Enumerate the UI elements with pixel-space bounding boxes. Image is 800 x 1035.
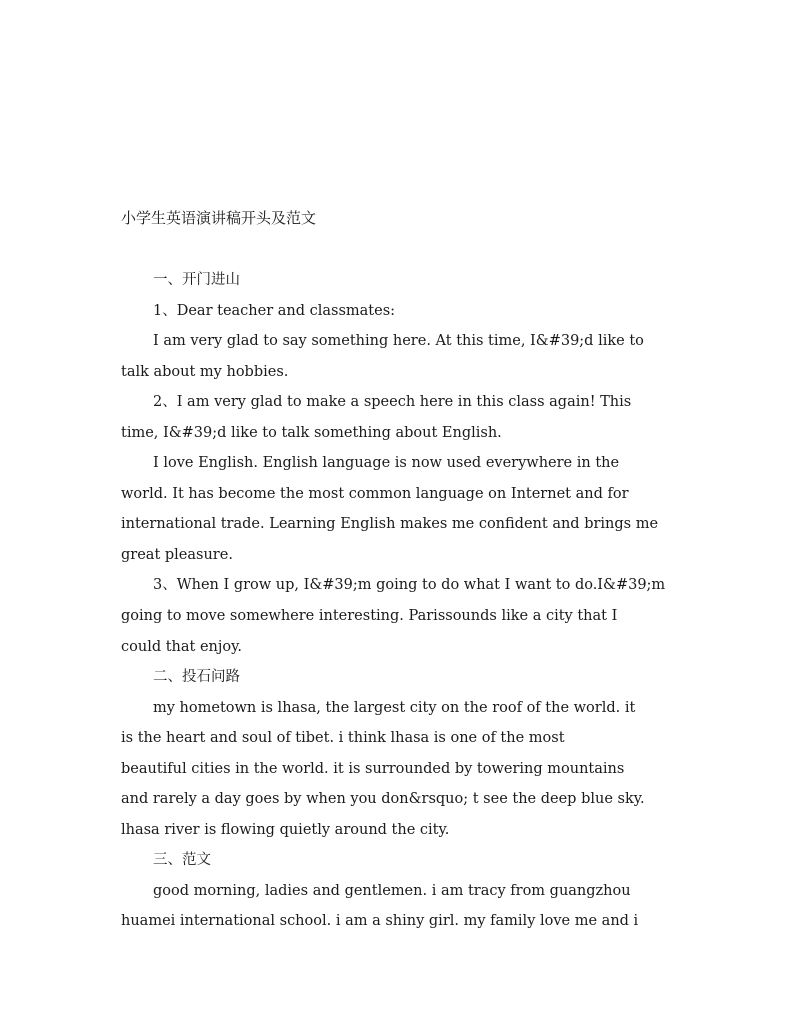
text-line: time, I&#39;d like to talk something about English.: [121, 424, 502, 441]
section-heading: 一、开门进山: [153, 272, 240, 288]
text-line: my hometown is lhasa, the largest city on the roof of the world. it: [153, 699, 636, 716]
document-title: 小学生英语演讲稿开头及范文: [121, 209, 317, 227]
text-line: world. It has become the most common language on Internet and for: [121, 485, 629, 502]
text-line: could that enjoy.: [121, 638, 242, 655]
text-line: talk about my hobbies.: [121, 363, 289, 380]
text-line: good morning, ladies and gentlemen. i am tracy from guangzhou: [153, 882, 631, 899]
document-body: [121, 265, 681, 937]
text-line: going to move somewhere interesting. Parissounds like a city that I: [121, 608, 618, 625]
text-line: and rarely a day goes by when you don&rsquo; t see the deep blue sky.: [121, 791, 645, 808]
text-line: I love English. English language is now used everywhere in the: [153, 455, 620, 472]
text-line: I am very glad to say something here. At this time, I&#39;d like to: [153, 333, 644, 350]
text-line: lhasa river is flowing quietly around the city.: [121, 821, 450, 838]
section-heading: 二、投石问路: [153, 669, 240, 686]
text-line: 3、When I grow up, I&#39;m going to do what I want to do.I&#39;m: [153, 577, 666, 594]
text-line: huamei international school. i am a shiny girl. my family love me and i: [121, 913, 639, 930]
text-line: 1、Dear teacher and classmates:: [153, 302, 396, 319]
text-line: great pleasure.: [121, 546, 233, 563]
text-line: beautiful cities in the world. it is surrounded by towering mountains: [121, 760, 625, 777]
text-line: international trade. Learning English makes me confident and brings me: [121, 516, 659, 533]
section-heading: 三、范文: [153, 852, 211, 869]
text-line: 2、I am very glad to make a speech here in this class again! This: [153, 394, 632, 411]
text-line: is the heart and soul of tibet. i think lhasa is one of the most: [121, 730, 565, 747]
